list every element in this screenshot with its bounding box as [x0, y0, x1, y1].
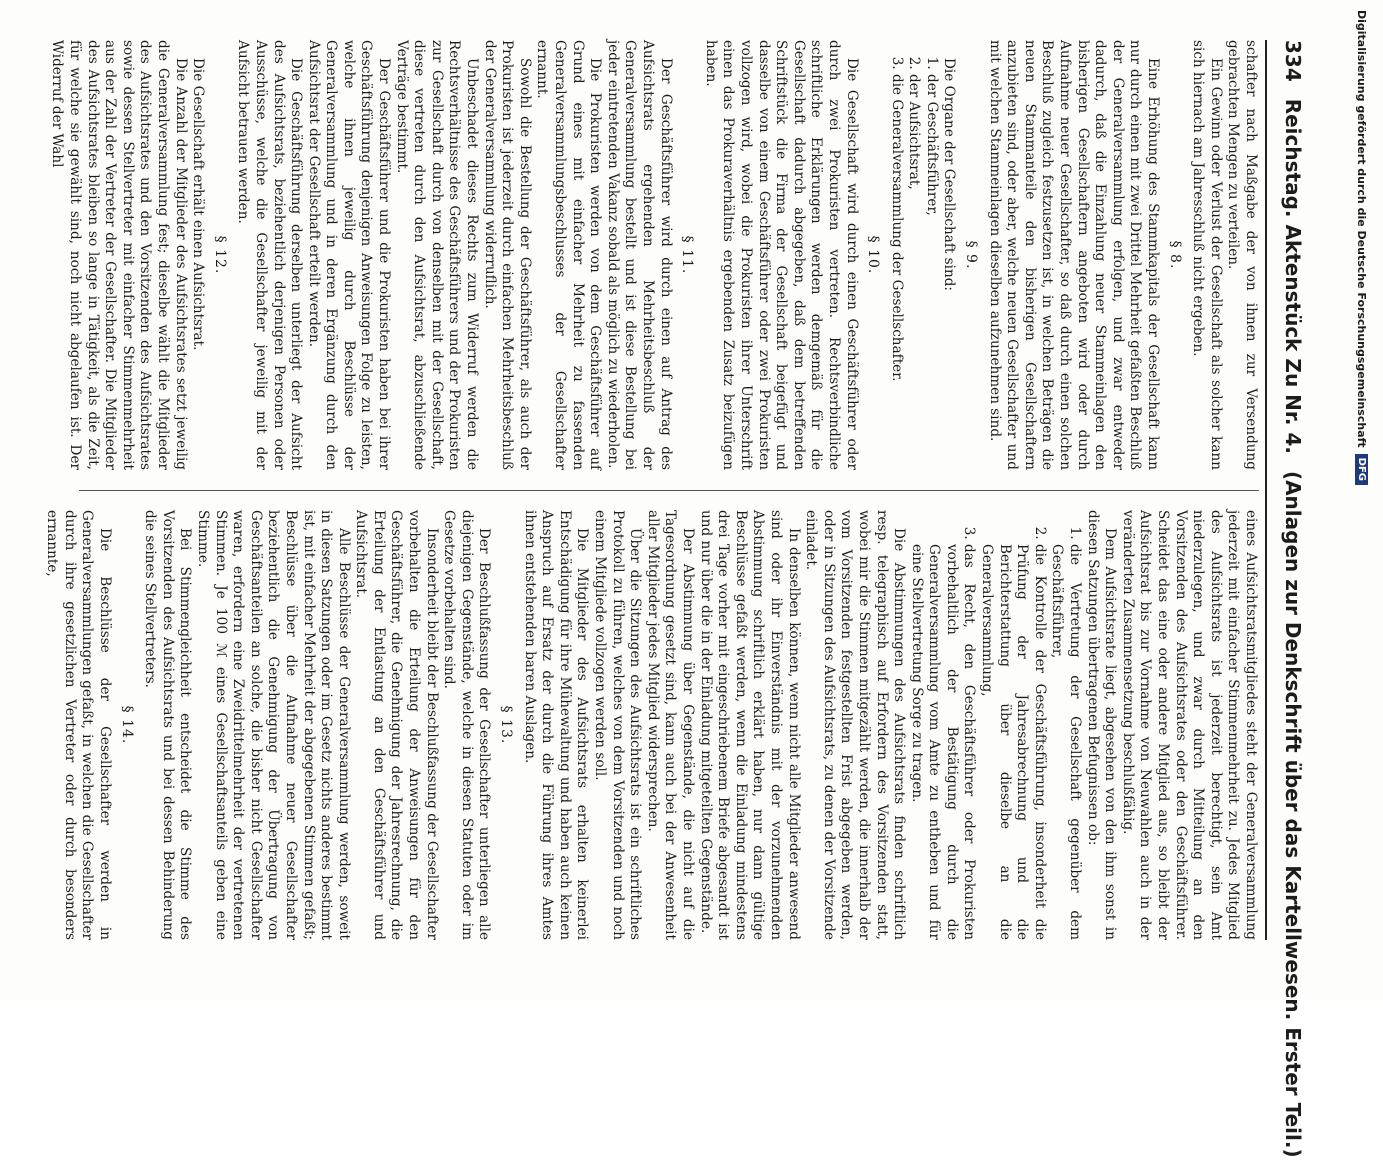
- paragraph: Die Mitglieder des Aufsichtsrats erhalten keinerlei Entschädigung für ihre Mühewaltung und haben auch keinen Anspruch auf Ersatz der durch die Führung ihres Amtes ihnen entstehenden baren Auslagen.: [521, 510, 591, 940]
- paragraph: Alle Beschlüsse der Generalversammlung werden, soweit in diesen Satzungen oder im Gesetz nichts anderes bestimmt ist, mit einfacher Mehrheit der abgegebenen Stimmen gefaßt; Beschlüsse über die Aufnahme neuer Gesellschafter beziehentlich die Genehmigung der Übertragung von Geschäftsanteilen an solche, die bisher nicht Gesellschafter waren, erfordern eine Zweidrittelmehrheit der vertretenen Stimmen. Je 100 ℳ eines Gesellschaftsanteils geben eine Stimme.: [194, 510, 352, 940]
- paragraph: Die Gesellschaft erhält einen Aufsichtsrat.: [190, 58, 207, 351]
- paragraph: Der Geschäftsführer und die Prokuristen haben bei ihrer Geschäftsführung denjenigen Anweisungen Folge zu leisten, welche ihnen jeweilig durch Beschlüsse der Generalversammlung und in deren Ergänzung durch den Aufsichtsrat der Gesellschaft erteilt werden.: [305, 40, 393, 470]
- paragraph: Eine Erhöhung des Stammkapitals der Gesellschaft kann nur durch einen mit zwei Drittel Mehrheit gefaßten Beschluß der Generalversammlung erfolgen, und zwar entweder dadurch, daß die Einzahlung neuer Stammeinlagen den bisherigen Gesellschaftern angeboten wird oder durch Aufnahme neuer Gesellschafter, so daß durch einen solchen Beschluß zugleich festzusetzen ist, in welchen Beträgen die neuen Stammanteile den bisherigen Gesellschaftern anzubieten sind, oder aber, welche neuen Gesellschafter und mit welchen Stammeinlagen dieselben aufzunehmen sind.: [986, 40, 1162, 470]
- list-item: 2. der Aufsichtsrat,: [905, 74, 923, 470]
- paragraph: Die Geschäftsführung derselben unterliegt der Aufsicht des Aufsichtsrats, beziehentlich derjenigen Personen oder Ausschüsse, welche die Gesellschafter jeweilig mit der Aufsicht betrauen werden.: [235, 40, 305, 470]
- paragraph: Die Gesellschaft wird durch einen Geschäftsführer oder durch zwei Prokuristen vertreten. Rechtsverbindliche schriftliche Erklärungen werden demgemäß für die Gesellschaft dadurch abgegeben, daß dem betreffenden Schriftstück die Firma der Gesellschaft beigefügt und dasselbe von einem Geschäftsführer oder zwei Prokuristen vollzogen wird, wobei die Prokuristen ihrer Unterschrift einen das Prokuraverhältnis ergebenden Zusatz beizufügen haben.: [702, 40, 860, 470]
- section-heading: § 10.: [865, 235, 882, 275]
- paragraph: Über die Sitzungen des Aufsichtsrats ist ein schriftliches Protokoll zu führen, welches von dem Vorsitzenden und noch einem Mitgliede vollzogen werden soll.: [592, 510, 644, 940]
- header-rule: [1265, 40, 1267, 940]
- paragraph: Sowohl die Bestellung der Geschäftsführer, als auch der Prokuristen ist jederzeit durch einfachen Mehrheitsbeschluß der Generalversammlung widerruflich.: [481, 40, 533, 470]
- paragraph: Die Beschlüsse der Gesellschafter werden in Generalversammlungen gefaßt, in welchen die Gesellschafter durch ihre gesetzlichen Vertreter oder durch besonders ernannte,: [44, 510, 113, 940]
- paragraph: Die Anzahl der Mitglieder des Aufsichtsrates setzt jeweilig die Generalversammlung fest; dieselbe wählt die Mitglieder des Aufsichtsrates und den Vorsitzenden des Aufsichtsrates sowie dessen Stellvertreter mit einfacher Stimmenmehrheit aus der Zahl der Vertreter der Gesellschafter. Die Mitglieder des Aufsichtsrates bleiben so lange in Tätigkeit, als die Zeit, für welche sie gewählt sind, noch nicht abgelaufen ist. Der Widerruf der Wahl: [49, 40, 189, 470]
- list-item: 1. die Vertretung der Gesellschaft gegenüber dem Geschäftsführer,: [1048, 544, 1083, 940]
- digitization-text: Digitalisierung gefördert durch die Deutsche Forschungsgemeinschaft: [1355, 10, 1369, 448]
- page-number: 334: [1281, 40, 1305, 82]
- paragraph: Der Beschlußfassung der Gesellschafter unterliegen alle diejenigen Gegenstände, welche in diesen Statuten oder im Gesetze vorbehalten sind.: [441, 510, 493, 940]
- paragraph: Der Abstimmung über Gegenstände, die nicht auf die Tagesordnung gesetzt sind, kann auch bei der Anwesenheit aller Mitglieder jedes Mitglied widersprechen.: [644, 510, 696, 940]
- section-heading: § 14.: [118, 705, 135, 745]
- rotated-text-block: [44, 40, 1305, 1158]
- paragraph: Die Abstimmungen des Aufsichtsrats finden schriftlich resp. telegraphisch auf Erfordern des Vorsitzenden statt, wobei mir die Stimmen mitgezählt werden, die innerhalb der vom Vorsitzenden festgestellten Frist abgegeben werden, oder in Sitzungen des Aufsichtsrats, zu denen der Vorsitzende einladet.: [803, 510, 908, 940]
- running-header: [1271, 40, 1305, 1158]
- paragraph: Bei Stimmengleichheit entscheidet die Stimme des Vorsitzenden des Aufsichtsrats und bei dessen Behinderung die seines Stellvertreters.: [142, 510, 194, 940]
- section-heading: § 9.: [963, 240, 980, 270]
- header-left: Reichstag. Aktenstück Zu Nr. 4.: [1281, 98, 1305, 454]
- paragraph: In denselben können, wenn nicht alle Mitglieder anwesend sind oder ihr Einverständnis mit der vorzunehmenden Abstimmung schriftlich erklärt haben, nur dann gültige Beschlüsse gefaßt werden, wenn die Einladung mindestens drei Tage vorher mit eingeschriebenem Briefe abgesandt ist und nur über die in der Einladung mitgeteilten Gegenstände.: [697, 510, 802, 940]
- list-item: 3. die Generalversammlung der Gesellschafter.: [887, 74, 905, 470]
- section-heading: § 11.: [679, 235, 696, 275]
- paragraph: Ein Gewinn oder Verlust der Gesellschaft als solcher kann sich hiernach am Jahresschluß nicht ergeben.: [1190, 40, 1224, 470]
- paragraph: Dem Aufsichtsrate liegt, abgesehen von den ihm sonst in diesen Satzungen übertragenen Befugnissen ob:: [1084, 510, 1119, 940]
- header-right: (Anlagen zur Denkschrift über das Kartellwesen. Erster Teil.): [1281, 470, 1305, 1158]
- left-column: [49, 40, 1259, 470]
- paragraph: Der Geschäftsführer wird durch einen auf Antrag des Aufsichtsrats ergehenden Mehrheitsbeschluß der Generalversammlung bestellt und ist diese Bestellung bei jeder eintretenden Vakanz sobald als möglich zu wiederholen.: [604, 40, 674, 470]
- section-heading: § 13.: [498, 705, 515, 745]
- dfg-logo: DFG: [1356, 454, 1369, 485]
- section-heading: § 12.: [211, 235, 228, 275]
- paragraph: Die Prokuristen werden von dem Geschäftsführer auf Grund eines mit einfacher Mehrheit zu fassenden Generalversammlungsbeschlusses der Gesellschafter ernannt.: [534, 40, 604, 470]
- list-item: 1. der Geschäftsführer,: [922, 74, 940, 470]
- paragraph: eines Aufsichtsratsmitgliedes steht der Generalversammlung jederzeit mit einfacher Stimmenmehrheit zu. Jedes Mitglied des Aufsichtsrats ist jederzeit berechtigt, sein Amt niederzulegen, und zwar durch Mitteilung an den Vorsitzenden des Aufsichtsrates oder den Geschäftsführer. Scheidet das eine oder andere Mitglied aus, so bleibt der Aufsichtsrat bis zur Vornahme von Neuwahlen auch in der veränderten Zusammensetzung beschlußfähig.: [1119, 510, 1259, 940]
- list-item: 3. das Recht, den Geschäftsführer oder Prokuristen vorbehaltlich der Bestätigung durch die Generalversammlung vom Amte zu entheben und für eine Stellvertretung Sorge zu tragen.: [907, 544, 977, 940]
- duties-list: [907, 510, 1083, 940]
- column-divider: [79, 490, 1259, 491]
- list-item: 2. die Kontrolle der Geschäftsführung, insonderheit die Prüfung der Jahresabrechnung und die Berichterstattung über dieselbe an die Generalversammlung,: [978, 544, 1048, 940]
- right-column: [44, 510, 1259, 940]
- page-scan: [44, 40, 1315, 1158]
- organs-list: [887, 40, 940, 470]
- section-heading: § 8.: [1166, 240, 1183, 270]
- paragraph: Die Organe der Gesellschaft sind:: [941, 58, 958, 291]
- paragraph: schafter nach Maßgabe der von ihnen zur Versendung gebrachten Mengen zu verteilen.: [1225, 40, 1259, 470]
- digitization-note: [1349, 10, 1375, 690]
- paragraph: Unbeschadet dieses Rechts zum Widerruf werden die Rechtsverhältnisse des Geschäftsführers und der Prokuristen zur Gesellschaft durch von denselben mit der Gesellschaft, diese vertreten durch den Aufsichtsrat, abzuschließende Verträge bestimmt.: [393, 40, 481, 470]
- paragraph: Insonderheit bleibt der Beschlußfassung der Gesellschafter vorbehalten die Erteilung der Anweisungen für den Geschäftsführer, die Genehmigung der Jahresrechnung, die Erteilung der Entlastung an den Geschäftsführer und Aufsichtsrat.: [353, 510, 440, 940]
